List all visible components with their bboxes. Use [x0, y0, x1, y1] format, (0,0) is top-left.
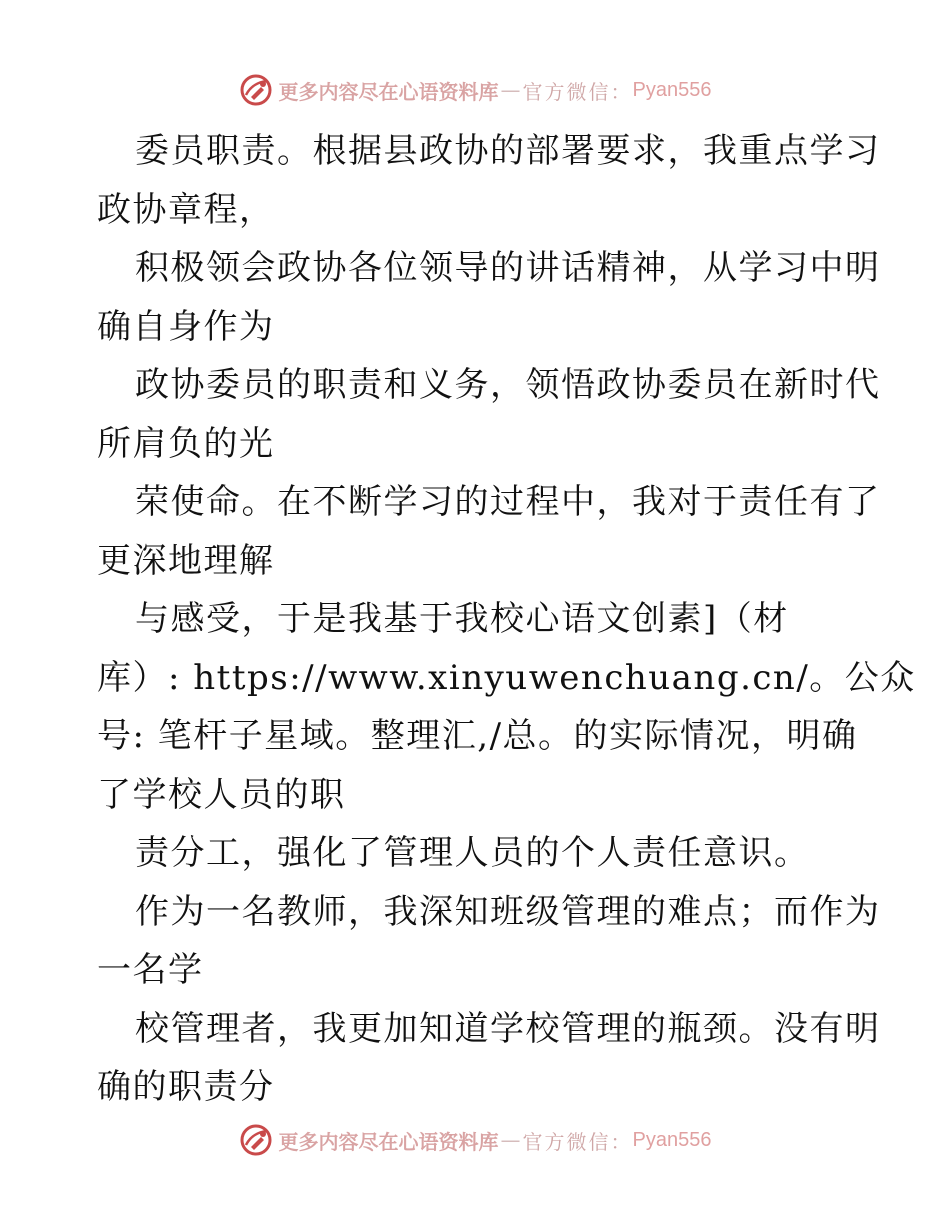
text-line: 了学校人员的职 [97, 774, 346, 815]
text-line: 确自身作为 [97, 306, 275, 347]
text-line: 政协委员的职责和义务，领悟政协委员在新时代 [135, 365, 881, 405]
text-line: 责分工，强化了管理人员的个人责任意识。 [135, 833, 810, 873]
text-line: 一名学 [97, 950, 204, 990]
text-line: 所肩负的光 [97, 423, 275, 464]
pen-logo-icon [239, 73, 273, 107]
text-line: 号: 笔杆子星域。整理汇,/总。的实际情况，明确 [97, 716, 858, 756]
text-line: 作为一名教师，我深知班级管理的难点；而作为 [135, 891, 881, 932]
text-line: 荣使命。在不断学习的过程中，我对于责任有了 [135, 482, 881, 522]
pen-logo-icon [239, 1123, 273, 1157]
text-line: 委员职责。根据县政协的部署要求，我重点学习 [135, 131, 881, 171]
text-line: 确的职责分 [97, 1067, 275, 1107]
document-body [97, 122, 916, 1117]
text-line: 库）: https://www.xinyuwenchuang.cn/。公众 [97, 657, 916, 698]
text-line: 校管理者，我更加知道学校管理的瓶颈。没有明 [135, 1008, 881, 1049]
watermark-wechat-id: Pyan556 [632, 78, 712, 101]
text-line: 更深地理解 [97, 540, 275, 581]
footer-watermark [0, 1120, 950, 1160]
watermark-wechat-label: 官方微信： [522, 79, 633, 104]
text-line: 与感受，于是我基于我校心语文创素]（材 [135, 599, 789, 639]
watermark-brand: 更多内容尽在心语资料库 [278, 1129, 499, 1154]
text-line: 政协章程， [97, 189, 275, 230]
header-watermark [0, 70, 950, 110]
text-line: 积极领会政协各位领导的讲话精神，从学习中明 [135, 248, 881, 288]
watermark-separator: — [500, 78, 521, 102]
watermark-brand: 更多内容尽在心语资料库 [278, 79, 499, 104]
watermark-wechat-id: Pyan556 [632, 1128, 712, 1151]
watermark-separator: — [500, 1128, 521, 1152]
watermark-wechat-label: 官方微信： [522, 1129, 633, 1154]
